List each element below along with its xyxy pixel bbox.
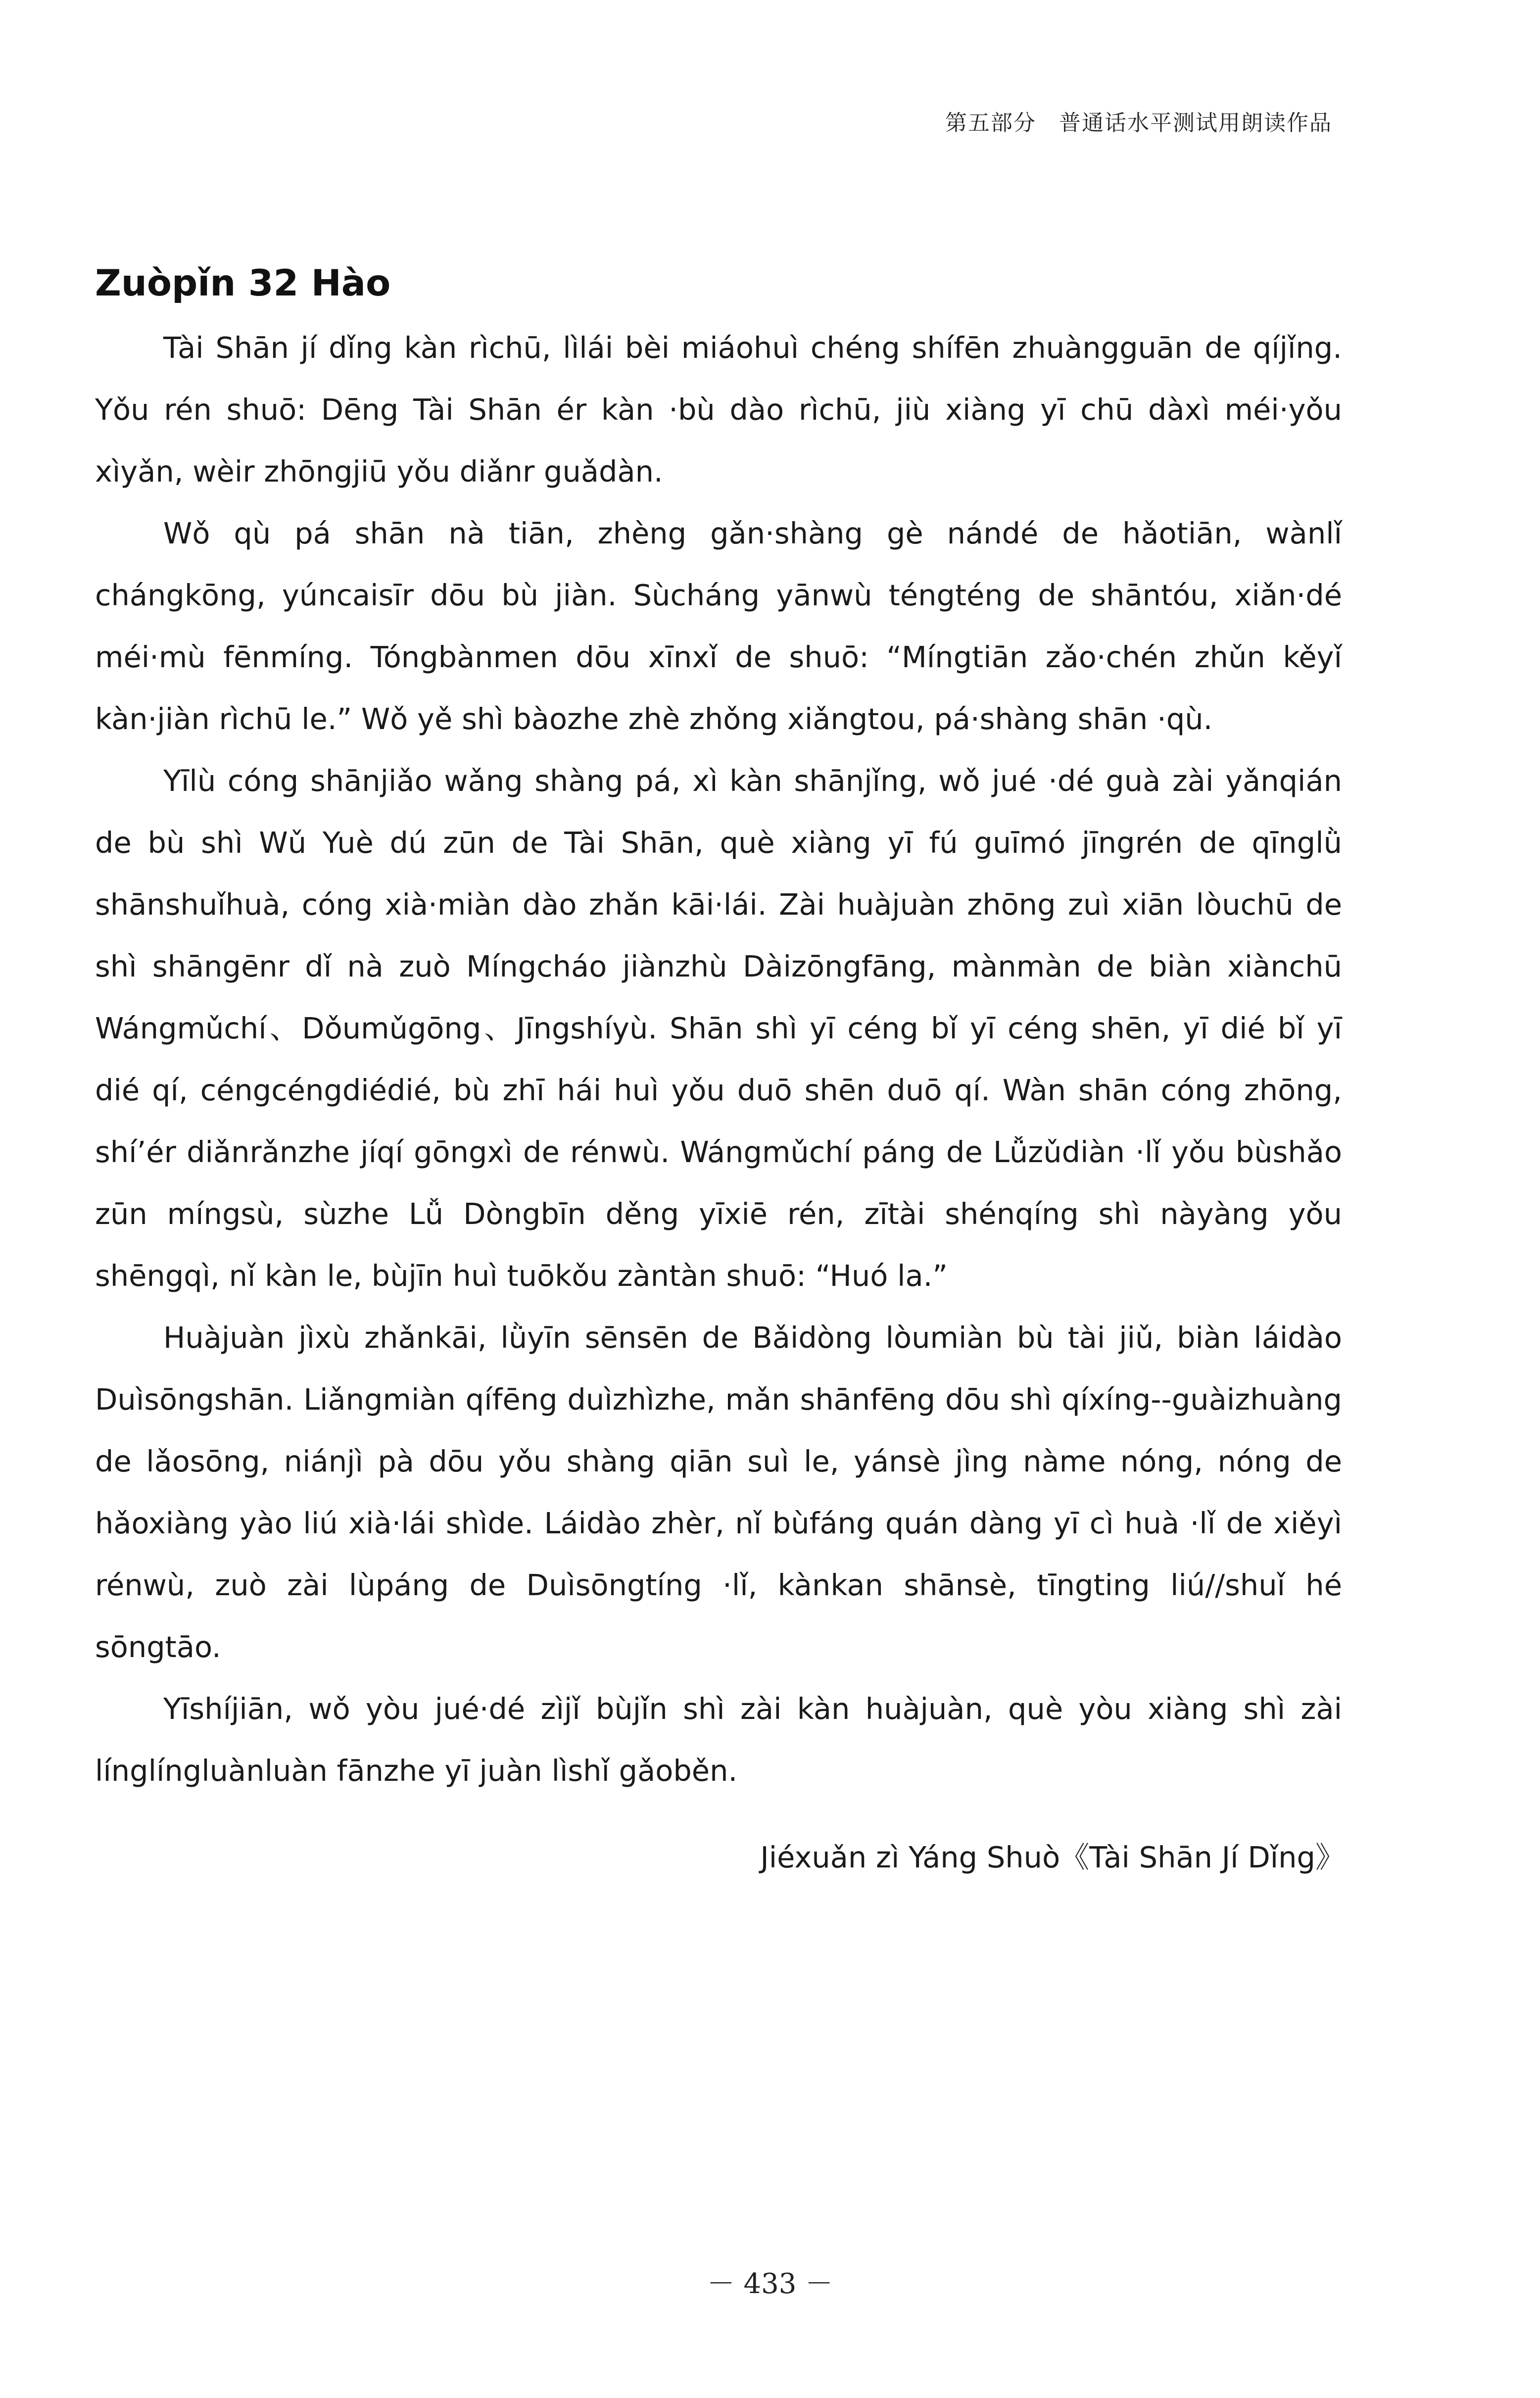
running-header: 第五部分 普通话水平测试用朗读作品 (945, 110, 1332, 136)
paragraph-5: Yīshíjiān, wǒ yòu jué·dé zìjǐ bùjǐn shì zài kàn huàjuàn, què yòu xiàng shì zài línglíngluànluàn fānzhe yī juàn lìshǐ gǎoběn. (95, 1692, 1342, 1788)
page-number: － 433 － (707, 2268, 833, 2300)
article-title: Zuòpǐn 32 Hào (95, 262, 391, 304)
paragraph-3: Yīlù cóng shānjiǎo wǎng shàng pá, xì kàn shānjǐng, wǒ jué ·dé guà zài yǎnqián de bù shì Wǔ Yuè dú zūn de Tài Shān, què xiàng yī fú guīmó jīngrén de qīnglǜ shānshuǐhuà, cóng xià·miàn dào zhǎn kāi·lái. Zài huàjuàn zhōng zuì xiān lòuchū de shì shāngēnr dǐ nà zuò Míngcháo jiànzhù Dàizōngfāng, mànmàn de biàn xiànchū Wángmǔchí、Dǒumǔgōng、Jīngshíyù. Shān shì yī céng bǐ yī céng shēn, yī dié bǐ yī dié qí, céngcéngdiédié, bù zhī hái huì yǒu duō shēn duō qí. Wàn shān cóng zhōng, shí’ér diǎnrǎnzhe jíqí gōngxì de rénwù. Wángmǔchí páng de Lǚzǔdiàn ·lǐ yǒu bùshǎo zūn míngsù, sùzhe Lǚ Dòngbīn děng yīxiē rén, zītài shénqíng shì nàyàng yǒu shēngqì, nǐ kàn le, bùjīn huì tuōkǒu zàntàn shuō: “Huó la.” (95, 764, 1342, 1293)
paragraph-2: Wǒ qù pá shān nà tiān, zhèng gǎn·shàng gè nándé de hǎotiān, wànlǐ chángkōng, yúncaisīr dōu bù jiàn. Sùcháng yānwù téngténg de shāntóu, xiǎn·dé méi·mù fēnmíng. Tóngbànmen dōu xīnxǐ de shuō: “Míngtiān zǎo·chén zhǔn kěyǐ kàn·jiàn rìchū le.” Wǒ yě shì bàozhe zhè zhǒng xiǎngtou, pá·shàng shān ·qù. (95, 516, 1342, 736)
paragraph-4: Huàjuàn jìxù zhǎnkāi, lǜyīn sēnsēn de Bǎidòng lòumiàn bù tài jiǔ, biàn láidào Duìsōngshān. Liǎngmiàn qífēng duìzhìzhe, mǎn shānfēng dōu shì qíxíng--guàizhuàng de lǎosōng, niánjì pà dōu yǒu shàng qiān suì le, yánsè jìng nàme nóng, nóng de hǎoxiàng yào liú xià·lái shìde. Láidào zhèr, nǐ bùfáng quán dàng yī cì huà ·lǐ de xiěyì rénwù, zuò zài lùpáng de Duìsōngtíng ·lǐ, kànkan shānsè, tīngting liú//shuǐ hé sōngtāo. (95, 1321, 1342, 1664)
source-attribution: Jiéxuǎn zì Yáng Shuò《Tài Shān Jí Dǐng》 (760, 1840, 1345, 1874)
paragraph-1: Tài Shān jí dǐng kàn rìchū, lìlái bèi miáohuì chéng shífēn zhuàngguān de qíjǐng. Yǒu rén shuō: Dēng Tài Shān ér kàn ·bù dào rìchū, jiù xiàng yī chū dàxì méi·yǒu xìyǎn, wèir zhōngjiū yǒu diǎnr guǎdàn. (95, 331, 1342, 489)
article-body (95, 317, 1342, 1802)
